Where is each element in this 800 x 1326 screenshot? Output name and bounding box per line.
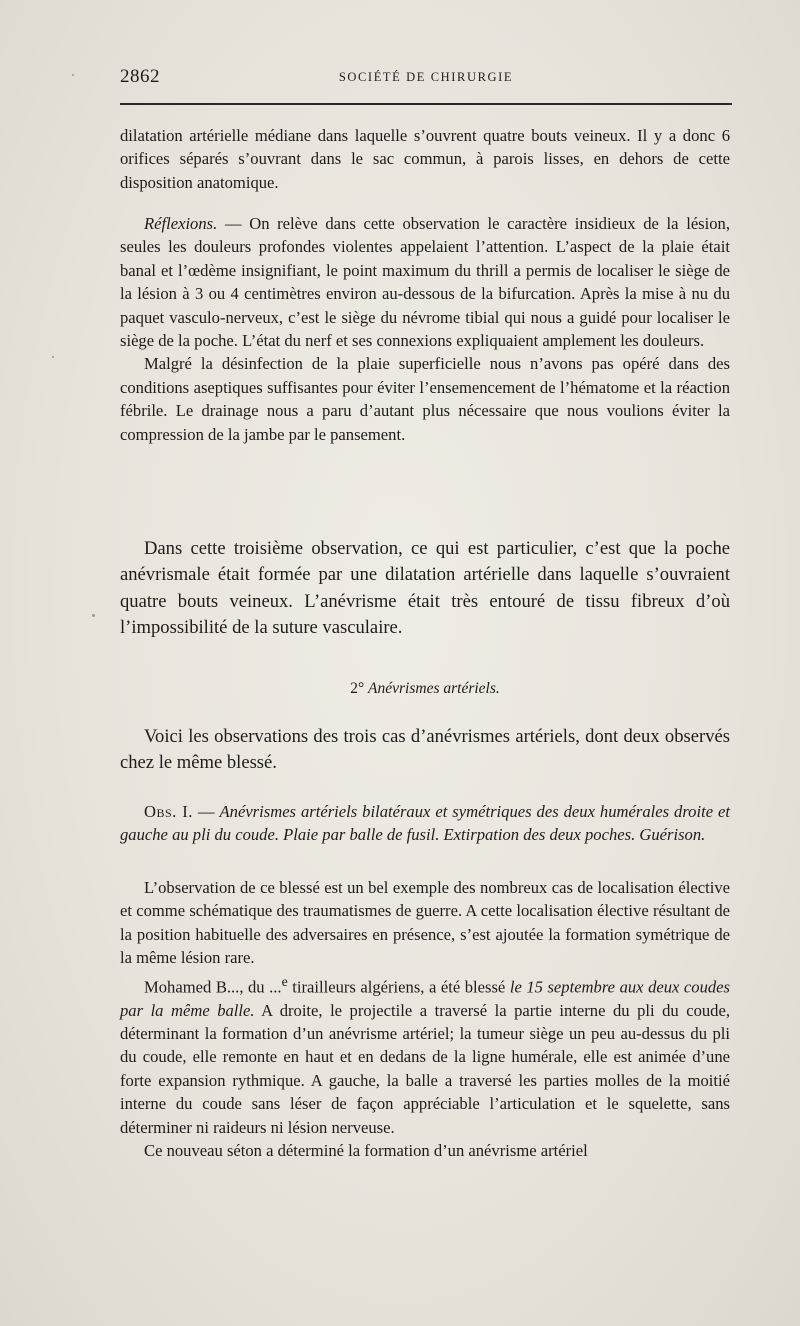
- reflexions-block: [120, 212, 730, 446]
- paper-speck: [92, 614, 95, 617]
- paragraph-mohamed: [120, 970, 730, 1139]
- paper-speck: [52, 356, 54, 358]
- observation-title-text: Anévrismes artériels bilatéraux et symétriques des deux humérales droite et gauche au pli du coude. Plaie par balle de fusil. Extirpation des deux poches. Guérison.: [120, 802, 731, 845]
- paragraph-localisation: L’observation de ce blessé est un bel exemple des nombreux cas de localisation élective et comme schématique des traumatismes de guerre. A cette localisation élective résultant de la position habituelle des adversaires en présence, s’est ajoutée la formation symétrique de la même lésion rare.: [120, 878, 730, 968]
- reflexions-label: Réflexions.: [144, 214, 218, 233]
- observation-title: [120, 800, 730, 847]
- observation-body: [120, 876, 730, 1162]
- header-rule: [120, 103, 732, 105]
- paragraph-continuation: dilatation artérielle médiane dans laquelle s’ouvrent quatre bouts veineux. Il y a donc 6 orifices séparés s’ouvrant dans le sac commun, à parois lisses, en dehors de cette disposition anatomique.: [120, 126, 730, 192]
- section-heading: [120, 680, 730, 698]
- observation-label: Obs. I.: [144, 802, 193, 821]
- p8-mid: tirailleurs algériens, a été blessé: [287, 977, 510, 997]
- paragraph-seton: Ce nouveau séton a déterminé la formation d’un anévrisme artériel: [144, 1141, 588, 1160]
- p8-italic: le 15 septembre aux deux coudes par la même balle.: [120, 977, 731, 1020]
- section-heading-text: Anévrismes artériels.: [368, 680, 500, 697]
- page-header: [120, 66, 732, 88]
- page-number: 2862: [120, 66, 160, 87]
- paragraph-desinfection: Malgré la désinfection de la plaie superficielle nous n’avons pas opéré dans des conditions aseptiques suffisantes pour éviter l’ensemencement de l’hématome et la réaction fébrile. Le drainage nous a paru d’autant plus nécessaire que nous voulions éviter la compression de la jambe par le pansement.: [120, 354, 730, 444]
- paragraph-intro-cases: Voici les observations des trois cas d’anévrismes artériels, dont deux observés chez le même blessé.: [120, 726, 730, 774]
- reflexions-text: — On relève dans cette observation le caractère insidieux de la lésion, seules les douleurs profondes violentes appelaient l’attention. L’aspect de la plaie était banal et l’œdème insignifiant, le point maximum du thrill a permis de localiser le siège de la lésion à 3 ou 4 centimètres environ au-dessous de la bifurcation. Après la mise à nu du paquet vasculo-nerveux, c’est le siège du névrome tibial qui nous a guidé pour localiser le siège de la poche. L’état du nerf et ses connexions expliquaient amplement les douleurs.: [120, 214, 730, 351]
- paragraph-third-observation: Dans cette troisième observation, ce qui est particulier, c’est que la poche anévrismale était formée par une dilatation artérielle dans laquelle s’ouvraient quatre bouts veineux. L’anévrisme était très entouré de tissu fibreux d’où l’impossibilité de la suture vasculaire.: [120, 538, 730, 639]
- reflexions-paragraph: [120, 212, 730, 352]
- p8-superscript: e: [281, 973, 288, 989]
- paper-speck: [72, 74, 74, 76]
- p8-start: Mohamed B..., du ...: [144, 977, 282, 997]
- p8-end: A droite, le projectile a traversé la partie interne du pli du coude, déterminant la formation d’un anévrisme artériel; la tumeur siège un peu au-dessus du pli du coude, elle remonte en haut et en dedans de la ligne humérale, elle est animée d’une forte expansion rythmique. A gauche, la balle a traversé les parties molles de la moitié interne du coude sans léser de façon appréciable l’articulation et le squelette, sans déterminer ni raideurs ni lésion nerveuse.: [120, 1000, 730, 1137]
- observation-dash: —: [192, 802, 220, 821]
- running-title: SOCIÉTÉ DE CHIRURGIE: [338, 70, 514, 84]
- section-heading-number: 2°: [350, 680, 365, 697]
